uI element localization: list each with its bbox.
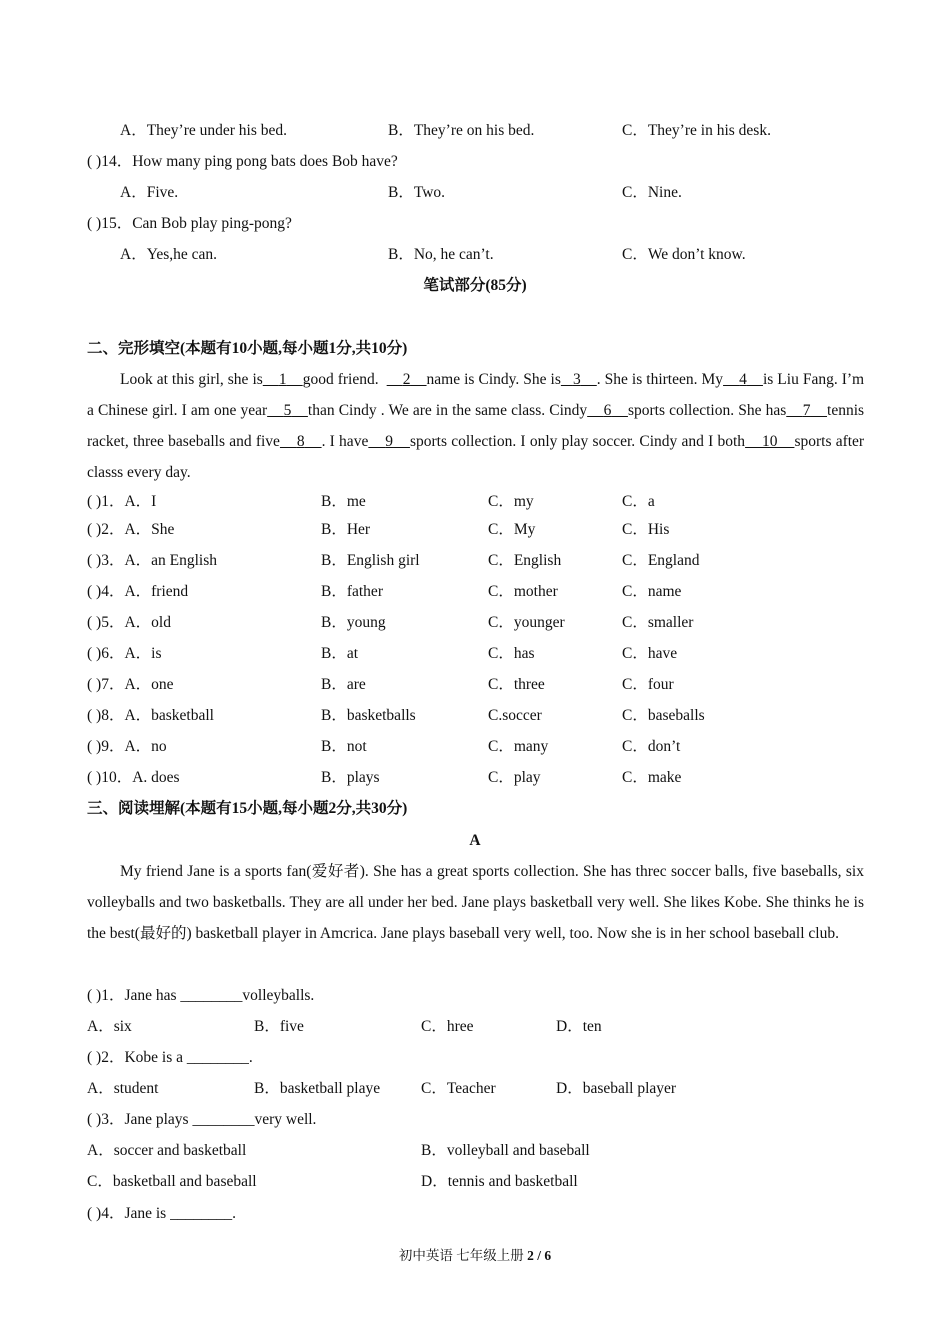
question-stem: ( )3．Jane plays ________very well.	[87, 1111, 317, 1128]
option: D．baseball player	[556, 1080, 677, 1097]
option: C．name	[622, 583, 682, 600]
section-title: 二、完形填空(本题有10小题,每小题1分,共10分)	[87, 340, 408, 357]
cloze-q-stem: ( )9．A．no	[87, 738, 167, 755]
option: C．my	[488, 493, 534, 510]
question-stem: ( )14．How many ping pong bats does Bob have?	[87, 153, 398, 170]
option: C．English	[488, 552, 562, 569]
option: C．mother	[488, 583, 558, 600]
cloze-q-stem: ( )10．A. does	[87, 769, 180, 786]
option: B．English girl	[321, 552, 420, 569]
option: C．four	[622, 676, 674, 693]
option: C．many	[488, 738, 549, 755]
question-stem: ( )2．Kobe is a ________.	[87, 1049, 253, 1066]
question-stem: ( )4．Jane is ________.	[87, 1205, 236, 1222]
option: B．not	[321, 738, 367, 755]
option: C．His	[622, 521, 670, 538]
option: C．My	[488, 521, 536, 538]
option: C．younger	[488, 614, 565, 631]
option: B．young	[321, 614, 386, 631]
option: B．five	[254, 1018, 304, 1035]
section-title: 三、阅读埋解(本题有15小题,每小题2分,共30分)	[87, 800, 408, 817]
footer-label: 初中英语 七年级上册	[398, 1248, 528, 1263]
option: C．a	[622, 493, 655, 510]
option: D．ten	[556, 1018, 602, 1035]
option: A．Five.	[120, 184, 179, 201]
option: B．are	[321, 676, 366, 693]
option: C．play	[488, 769, 541, 786]
option: C．baseballs	[622, 707, 705, 724]
option: B．at	[321, 645, 359, 662]
option: C．They’re in his desk.	[622, 122, 771, 139]
option: A．soccer and basketball	[87, 1142, 247, 1159]
option: A．They’re under his bed.	[120, 122, 288, 139]
option: C．Nine.	[622, 184, 682, 201]
cloze-q-stem: ( )5．A．old	[87, 614, 171, 631]
option: C．basketball and baseball	[87, 1173, 257, 1190]
option: C．hree	[421, 1018, 474, 1035]
section-heading: 笔试部分(85分)	[423, 277, 527, 294]
cloze-q-stem: ( )7．A．one	[87, 676, 174, 693]
cloze-passage: Look at this girl, she is 1 good friend. 2 name is Cindy. She is 3 . She is thirteen. My 4 is Liu Fang. I’m a Chinese girl. I am one year 5 than Cindy . We are in the same class. Cindy 6 sports collection. She has 7 tennis racket, three baseballs and five 8 . I have 9 sports collection. I only play soccer. Cindy and I both 10 sports after classs every day.	[87, 371, 865, 481]
option: B．Her	[321, 521, 371, 538]
option: B．father	[321, 583, 383, 600]
page-number: 2 / 6	[527, 1248, 552, 1263]
option: C.soccer	[488, 707, 542, 724]
option: C．don’t	[622, 738, 681, 755]
option: B．me	[321, 493, 366, 510]
option: A．student	[87, 1080, 159, 1097]
option: B．No, he can’t.	[388, 246, 494, 263]
option: C．three	[488, 676, 545, 693]
passage-label: A	[469, 832, 481, 849]
option: C．have	[622, 645, 678, 662]
option: B．plays	[321, 769, 380, 786]
option: B．They’re on his bed.	[388, 122, 535, 139]
cloze-q-stem: ( )8．A．basketball	[87, 707, 214, 724]
cloze-q-stem: ( )6．A．is	[87, 645, 162, 662]
question-stem: ( )1．Jane has ________volleyballs.	[87, 987, 315, 1004]
option: C．has	[488, 645, 535, 662]
option: D．tennis and basketball	[421, 1173, 578, 1190]
option: A．Yes,he can.	[120, 246, 218, 263]
cloze-q-stem: ( )1．A．I	[87, 493, 157, 510]
option: C．England	[622, 552, 700, 569]
reading-passage: My friend Jane is a sports fan(爱好者). She has a great sports collection. She has threc soccer balls, five baseballs, six volleyballs and two basketballs. They are all under her bed. Jane plays basketball very well. She likes Kobe. She thinks he is the best(最好的) basketball player in Amcrica. Jane plays baseball very well, too. Now she is in her school baseball club.	[87, 863, 864, 942]
cloze-q-stem: ( )3．A．an English	[87, 552, 218, 569]
option: C．We don’t know.	[622, 246, 746, 263]
option: C．make	[622, 769, 682, 786]
cloze-q-stem: ( )4．A．friend	[87, 583, 189, 600]
option: B．basketball playe	[254, 1080, 381, 1097]
option: A．six	[87, 1018, 132, 1035]
option: C．smaller	[622, 614, 694, 631]
page-footer	[0, 1246, 950, 1266]
option: B．Two.	[388, 184, 446, 201]
option: B．basketballs	[321, 707, 416, 724]
question-stem: ( )15．Can Bob play ping-pong?	[87, 215, 292, 232]
option: B．volleyball and baseball	[421, 1142, 590, 1159]
cloze-q-stem: ( )2．A．She	[87, 521, 175, 538]
option: C．Teacher	[421, 1080, 496, 1097]
